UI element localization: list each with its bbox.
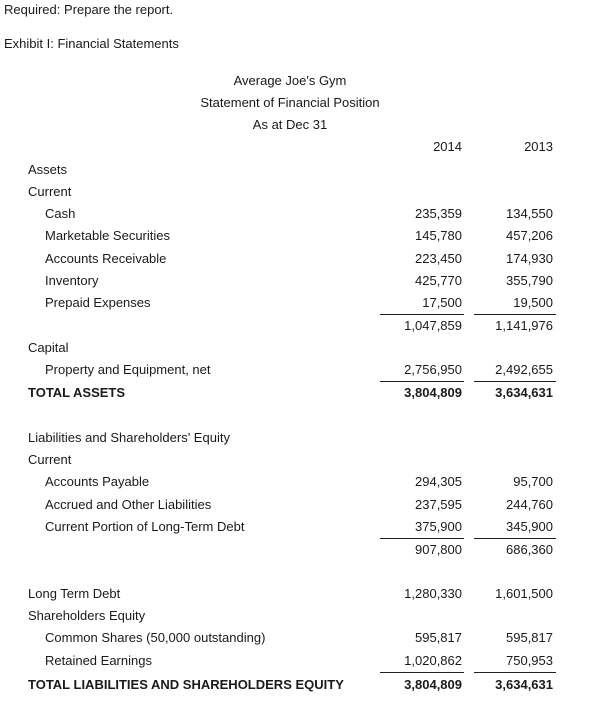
current-liabilities-total-2013: 686,360 (506, 542, 553, 557)
statement-title: Statement of Financial Position (200, 95, 380, 110)
current-ltd-label: Current Portion of Long-Term Debt (45, 519, 245, 534)
prepaid-expenses-label: Prepaid Expenses (45, 295, 151, 310)
inventory-2014: 425,770 (415, 273, 462, 288)
inventory-label: Inventory (45, 273, 99, 288)
accrued-liabilities-2013: 244,760 (506, 497, 553, 512)
inventory-2013: 355,790 (506, 273, 553, 288)
subtotal-rule (380, 314, 464, 315)
current-assets-heading: Current (28, 184, 72, 199)
property-equipment-2013: 2,492,655 (495, 362, 553, 377)
accounts-payable-2013: 95,700 (513, 474, 553, 489)
prepaid-expenses-2013: 19,500 (513, 295, 553, 310)
statement-date: As at Dec 31 (252, 117, 328, 132)
cash-label: Cash (45, 206, 76, 221)
current-liabilities-total-2014: 907,800 (415, 542, 462, 557)
current-ltd-2013: 345,900 (506, 519, 553, 534)
subtotal-rule (474, 672, 556, 673)
accrued-liabilities-2014: 237,595 (415, 497, 462, 512)
marketable-securities-label: Marketable Securities (45, 228, 170, 243)
current-assets-total-2014: 1,047,859 (404, 318, 462, 333)
current-assets-total-2013: 1,141,976 (495, 318, 553, 333)
total-assets-2014: 3,804,809 (404, 385, 462, 400)
long-term-debt-2014: 1,280,330 (404, 586, 462, 601)
liabilities-heading: Liabilities and Shareholders' Equity (28, 430, 230, 445)
marketable-securities-2013: 457,206 (506, 228, 553, 243)
total-liabilities-equity-2014: 3,804,809 (404, 677, 462, 692)
capital-heading: Capital (28, 340, 69, 355)
accounts-receivable-2014: 223,450 (415, 251, 462, 266)
exhibit-title: Exhibit I: Financial Statements (4, 36, 179, 51)
common-shares-2013: 595,817 (506, 630, 553, 645)
subtotal-rule (380, 538, 464, 539)
retained-earnings-2013: 750,953 (506, 653, 553, 668)
long-term-debt-2013: 1,601,500 (495, 586, 553, 601)
subtotal-rule (474, 381, 556, 382)
column-header-2013: 2013 (524, 139, 553, 154)
accounts-receivable-2013: 174,930 (506, 251, 553, 266)
prepaid-expenses-2014: 17,500 (422, 295, 462, 310)
column-header-2014: 2014 (433, 139, 462, 154)
long-term-debt-label: Long Term Debt (28, 586, 121, 601)
subtotal-rule (474, 538, 556, 539)
retained-earnings-label: Retained Earnings (45, 653, 152, 668)
subtotal-rule (380, 672, 464, 673)
total-liabilities-equity-2013: 3,634,631 (495, 677, 553, 692)
shareholders-equity-heading: Shareholders Equity (28, 608, 146, 623)
assets-heading: Assets (28, 162, 68, 177)
subtotal-rule (474, 314, 556, 315)
accrued-liabilities-label: Accrued and Other Liabilities (45, 497, 212, 512)
common-shares-label: Common Shares (50,000 outstanding) (45, 630, 266, 645)
current-ltd-2014: 375,900 (415, 519, 462, 534)
company-name: Average Joe's Gym (233, 73, 347, 88)
cash-2014: 235,359 (415, 206, 462, 221)
current-liabilities-heading: Current (28, 452, 72, 467)
total-assets-2013: 3,634,631 (495, 385, 553, 400)
retained-earnings-2014: 1,020,862 (404, 653, 462, 668)
accounts-receivable-label: Accounts Receivable (45, 251, 167, 266)
total-liabilities-equity-label: TOTAL LIABILITIES AND SHAREHOLDERS EQUITY (28, 677, 344, 692)
property-equipment-2014: 2,756,950 (404, 362, 462, 377)
property-equipment-label: Property and Equipment, net (45, 362, 211, 377)
required-text: Required: Prepare the report. (4, 2, 174, 17)
total-assets-label: TOTAL ASSETS (28, 385, 126, 400)
marketable-securities-2014: 145,780 (415, 228, 462, 243)
common-shares-2014: 595,817 (415, 630, 462, 645)
accounts-payable-label: Accounts Payable (45, 474, 150, 489)
subtotal-rule (380, 381, 464, 382)
accounts-payable-2014: 294,305 (415, 474, 462, 489)
cash-2013: 134,550 (506, 206, 553, 221)
